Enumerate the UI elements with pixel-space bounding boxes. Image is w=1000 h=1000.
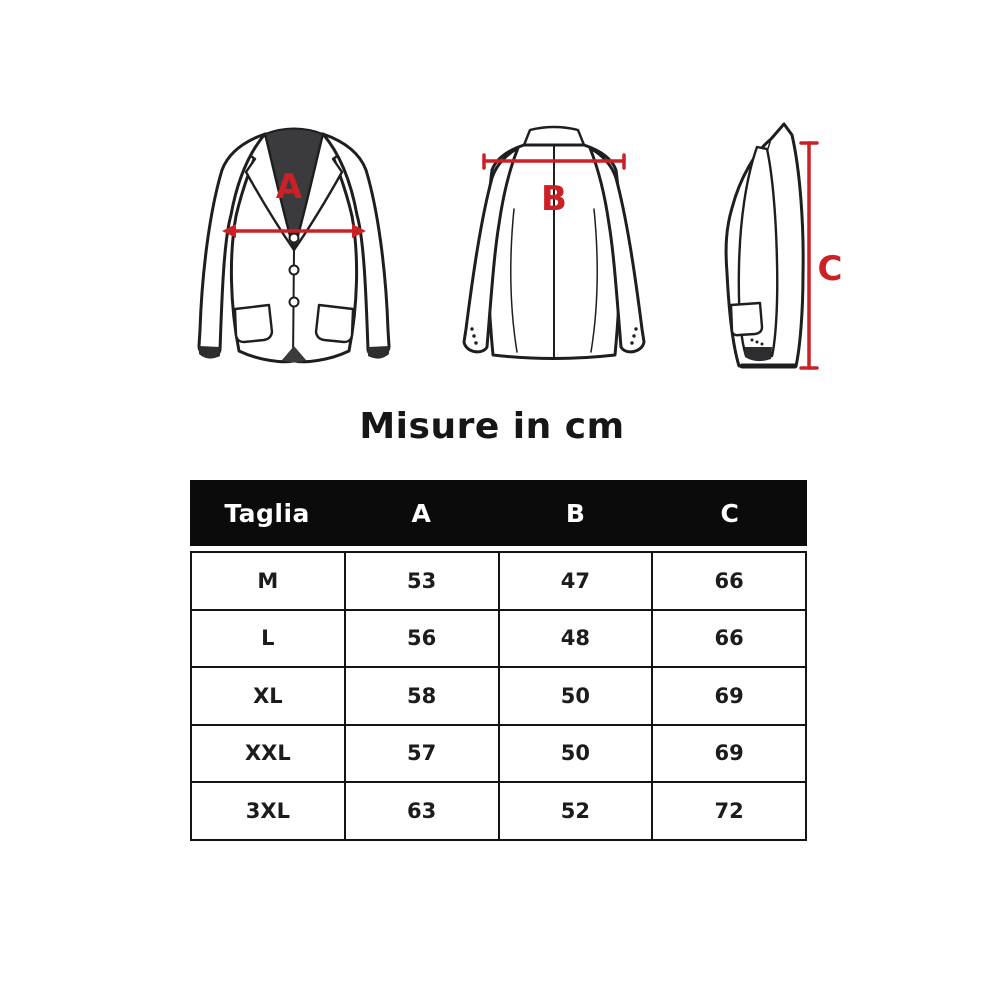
back-right-cuff-button bbox=[632, 334, 635, 337]
size-table bbox=[190, 480, 807, 841]
size-row-label: XL bbox=[191, 667, 345, 725]
measure-cell-b: 48 bbox=[499, 610, 653, 668]
side-cuff-button bbox=[761, 343, 764, 346]
side-cuff-button bbox=[751, 339, 754, 342]
front-button-2 bbox=[290, 266, 299, 275]
table-row bbox=[191, 552, 806, 610]
column-header-taglia: Taglia bbox=[224, 498, 310, 528]
side-cuff bbox=[745, 347, 772, 361]
back-right-cuff-button bbox=[634, 327, 637, 330]
measure-cell-c: 66 bbox=[652, 552, 806, 610]
table-row bbox=[191, 667, 806, 725]
measure-cell-a: 57 bbox=[345, 725, 499, 783]
front-right-pocket bbox=[316, 305, 353, 342]
measure-label-b: B bbox=[541, 179, 567, 219]
jacket-back-view bbox=[448, 124, 660, 361]
measure-cell-b: 47 bbox=[499, 552, 653, 610]
measure-cell-b: 50 bbox=[499, 667, 653, 725]
size-chart-title: Misure in cm bbox=[359, 406, 625, 447]
back-left-cuff-button bbox=[472, 334, 475, 337]
jacket-side-view bbox=[700, 116, 860, 375]
back-left-cuff-button bbox=[474, 341, 477, 344]
column-header-b: B bbox=[565, 498, 586, 528]
column-header-c: C bbox=[720, 498, 740, 528]
front-right-cuff bbox=[368, 346, 389, 359]
front-button-3 bbox=[290, 298, 299, 307]
side-pocket bbox=[731, 303, 762, 335]
measure-label-a: A bbox=[275, 167, 303, 207]
back-collar bbox=[524, 127, 584, 145]
measure-cell-a: 58 bbox=[345, 667, 499, 725]
back-right-cuff-button bbox=[630, 341, 633, 344]
measure-cell-c: 66 bbox=[652, 610, 806, 668]
front-left-cuff bbox=[199, 346, 220, 359]
measure-cell-c: 69 bbox=[652, 725, 806, 783]
size-row-label: L bbox=[191, 610, 345, 668]
size-row-label: 3XL bbox=[191, 782, 345, 840]
back-left-cuff-button bbox=[470, 327, 473, 330]
size-table-body bbox=[190, 551, 807, 841]
measure-cell-a: 56 bbox=[345, 610, 499, 668]
table-row bbox=[191, 782, 806, 840]
column-header-a: A bbox=[411, 498, 432, 528]
measure-cell-b: 52 bbox=[499, 782, 653, 840]
table-row bbox=[191, 725, 806, 783]
side-cuff-button bbox=[756, 341, 759, 344]
measure-cell-a: 53 bbox=[345, 552, 499, 610]
size-table-header bbox=[190, 480, 807, 546]
measure-cell-b: 50 bbox=[499, 725, 653, 783]
jacket-front-view bbox=[178, 120, 410, 367]
measure-cell-c: 72 bbox=[652, 782, 806, 840]
front-button-1 bbox=[290, 234, 299, 243]
measure-cell-a: 63 bbox=[345, 782, 499, 840]
size-row-label: XXL bbox=[191, 725, 345, 783]
front-left-pocket bbox=[235, 305, 272, 342]
measure-label-c: C bbox=[817, 249, 843, 289]
table-row bbox=[191, 610, 806, 668]
measure-cell-c: 69 bbox=[652, 667, 806, 725]
size-row-label: M bbox=[191, 552, 345, 610]
